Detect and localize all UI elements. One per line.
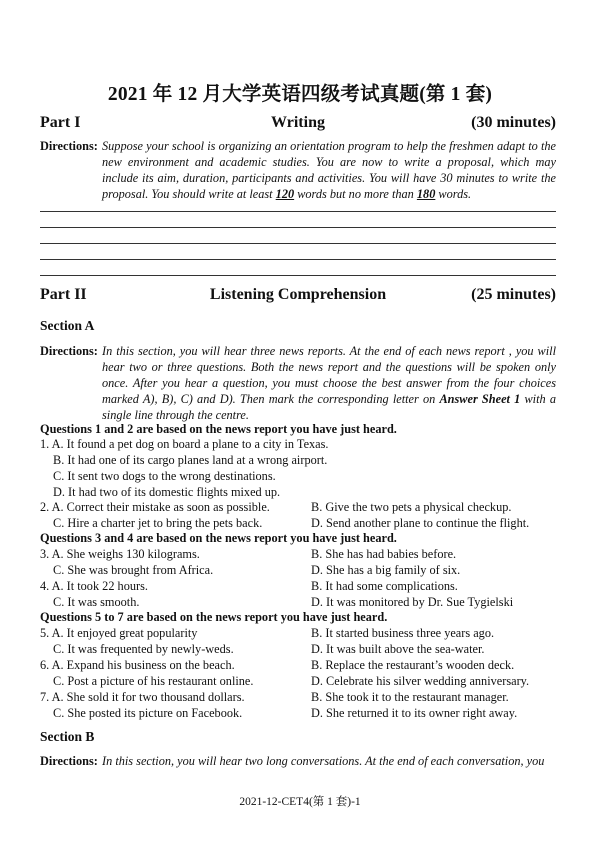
section-b-directions-text: In this section, you will hear two long conversations. At the end of each conversation, you	[102, 754, 545, 768]
q5-option-c: C. It was frequented by newly-weds.	[53, 642, 234, 656]
q3-option-b: B. She has had babies before.	[311, 547, 457, 561]
q6-option-b: B. Replace the restaurant’s wooden deck.	[311, 658, 515, 672]
directions-label: Directions:	[40, 139, 98, 153]
q5-option-d: D. It was built above the sea-water.	[311, 642, 485, 656]
q4-option-c: C. It was smooth.	[53, 595, 140, 609]
q7-option-b: B. She took it to the restaurant manager.	[311, 690, 509, 704]
writing-line	[40, 211, 556, 212]
part2-time: (25 minutes)	[471, 286, 556, 303]
q5-option-a: 5. A. It enjoyed great popularity	[40, 626, 198, 640]
q1-option-b: B. It had one of its cargo planes land at a wrong airport.	[53, 453, 328, 467]
q2-option-b: B. Give the two pets a physical checkup.	[311, 500, 512, 514]
part1-time: (30 minutes)	[471, 114, 556, 131]
page-title: 2021 年 12 月大学英语四级考试真题(第 1 套)	[107, 84, 493, 105]
part2-directions	[40, 343, 556, 423]
part2-name: Listening Comprehension	[209, 286, 387, 303]
writing-line	[40, 259, 556, 260]
q1-option-c: C. It sent two dogs to the wrong destinations.	[53, 469, 276, 483]
directions-label: Directions:	[40, 344, 98, 358]
q2-option-d: D. Send another plane to continue the flight.	[311, 516, 530, 530]
directions-end: words.	[438, 187, 472, 201]
q1-option-a: 1. A. It found a pet dog on board a plane to a city in Texas.	[40, 437, 329, 451]
q5-option-b: B. It started business three years ago.	[311, 626, 495, 640]
q4-option-a: 4. A. It took 22 hours.	[40, 579, 148, 593]
q3-option-c: C. She was brought from Africa.	[53, 563, 214, 577]
question-group-heading: Questions 3 and 4 are based on the news report you have just heard.	[40, 531, 397, 545]
part1-directions	[40, 138, 556, 202]
writing-line	[40, 227, 556, 228]
section-b-heading: Section B	[40, 729, 95, 744]
max-words: 180	[416, 187, 436, 201]
part1-label: Part I	[40, 114, 81, 131]
q1-option-d: D. It had two of its domestic flights mixed up.	[53, 485, 281, 499]
part2-directions-text: In this section, you will hear three news reports. At the end of each news report , you will hear two or three questions. Both the news report and the questions will be spoken only once. After you hear a question, you must choose the best answer from the four choices marked A), B), C) and D). Then mark the corresponding letter on	[102, 344, 556, 406]
q7-option-d: D. She returned it to its owner right away.	[311, 706, 518, 720]
q2-option-c: C. Hire a charter jet to bring the pets back.	[53, 516, 263, 530]
part2-label: Part II	[40, 286, 87, 303]
q7-option-c: C. She posted its picture on Facebook.	[53, 706, 243, 720]
q6-option-c: C. Post a picture of his restaurant online.	[53, 674, 254, 688]
q7-option-a: 7. A. She sold it for two thousand dollars.	[40, 690, 245, 704]
directions-mid: words but no more than	[297, 187, 414, 201]
q4-option-b: B. It had some complications.	[311, 579, 458, 593]
q3-option-d: D. She has a big family of six.	[311, 563, 461, 577]
section-b-directions	[40, 753, 556, 769]
directions-label: Directions:	[40, 754, 98, 768]
writing-line	[40, 243, 556, 244]
writing-line	[40, 275, 556, 276]
question-group-heading: Questions 5 to 7 are based on the news report you have just heard.	[40, 610, 388, 624]
part1-directions-text: Suppose your school is organizing an orientation program to help the freshmen adapt to the new environment and academic studies. You are now to write a proposal, which may include its aim, duration, participants and activities. You will have 30 minutes to write the proposal. You should write at least	[102, 139, 556, 201]
answer-sheet: Answer Sheet 1	[439, 392, 521, 406]
q6-option-a: 6. A. Expand his business on the beach.	[40, 658, 235, 672]
q3-option-a: 3. A. She weighs 130 kilograms.	[40, 547, 200, 561]
directions-end: with a single line through the centre.	[102, 392, 556, 422]
min-words: 120	[275, 187, 295, 201]
section-a-heading: Section A	[40, 318, 95, 333]
q2-option-a: 2. A. Correct their mistake as soon as possible.	[40, 500, 270, 514]
question-group-heading: Questions 1 and 2 are based on the news report you have just heard.	[40, 422, 397, 436]
part1-name: Writing	[271, 114, 325, 131]
q6-option-d: D. Celebrate his silver wedding anniversary.	[311, 674, 530, 688]
page-footer: 2021-12-CET4(第 1 套)-1	[239, 796, 361, 808]
q4-option-d: D. It was monitored by Dr. Sue Tygielski	[311, 595, 514, 609]
